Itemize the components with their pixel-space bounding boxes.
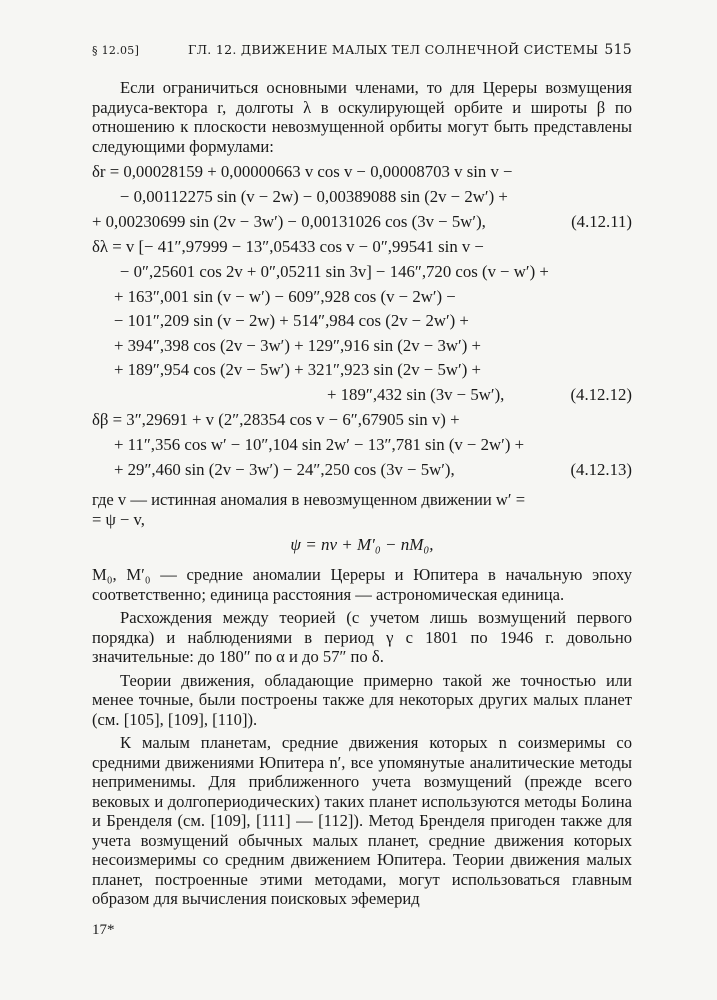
where-line-2: = ψ − v, — [92, 509, 145, 529]
intro-paragraph-block — [92, 78, 632, 156]
commensurable-paragraph: К малым планетам, средние движения которых n соизмеримы со средними движениями Юпитера n′, все упомянутые аналитические методы неприменимы. Для приближенного учета возмущений (прежде всего вековых и долгопериодических) таких планет используются методы Болина и Бренделя (см. [109], [111] — [112]). Метод Бренделя пригоден также для учета возмущений обычных малых планет, средние движения которых несоизмеримы со средним движением Юпитера. Теории движения малых планет, построенные этими методами, могут использоваться главным образом для вычисления поисковых эфемерид — [92, 733, 632, 908]
equation-line: − 0,00112275 sin (v − 2w) − 0,00389088 sin (2v − 2w′) + — [120, 187, 508, 206]
equation-number: (4.12.12) — [570, 385, 632, 404]
equation-number: (4.12.13) — [570, 460, 632, 479]
equation-line: + 189″,954 cos (2v − 5w′) + 321″,923 sin (2v − 5w′) + — [114, 360, 481, 379]
equation-line: δβ = 3″,29691 + v (2″,28354 cos v − 6″,67905 sin v) + — [92, 410, 460, 429]
equation-line: + 394″,398 cos (2v − 3w′) + 129″,916 sin (2v − 3w′) + — [114, 336, 481, 355]
where-line-1: где v — истинная аномалия в невозмущенном движении w′ = — [92, 490, 526, 509]
equation-line: + 189″,432 sin (3v − 5w′), — [327, 385, 505, 404]
equation-line: δr = 0,00028159 + 0,00000663 v cos v − 0,00008703 v sin v − — [92, 162, 513, 181]
equation-line: δλ = v [− 41″,97999 − 13″,05433 cos v − 0″,99541 sin v − — [92, 237, 484, 256]
equation-number: (4.12.11) — [571, 212, 632, 231]
equation-line: − 0″,25601 cos 2v + 0″,05211 sin 3v] − 146″,720 cos (v − w′) + — [120, 262, 549, 281]
equation-line: + 163″,001 sin (v − w′) − 609″,928 cos (v − 2w′) − — [114, 287, 456, 306]
equation-line: − 101″,209 sin (v − 2w) + 514″,984 cos (2v − 2w′) + — [114, 311, 469, 330]
equation-line: + 0,00230699 sin (2v − 3w′) − 0,00131026 cos (3v − 5w′), — [92, 212, 486, 231]
running-header — [92, 42, 632, 62]
discrepancy-paragraph: Расхождения между теорией (с учетом лишь возмущений первого порядка) и наблюдениями в период γ с 1801 по 1946 г. довольно значительные: до 180″ по α и до 57″ по δ. — [92, 608, 632, 666]
equation-line: + 11″,356 cos w′ − 10″,104 sin 2w′ − 13″,781 sin (v − 2w′) + — [114, 435, 525, 454]
section-ref: § 12.05] — [92, 44, 140, 57]
chapter-title: ГЛ. 12. ДВИЖЕНИЕ МАЛЫХ ТЕЛ СОЛНЕЧНОЙ СИСТЕМЫ — [188, 42, 599, 57]
theories-paragraph: Теории движения, обладающие примерно такой же точностью или менее точные, были построены также для некоторых других малых планет (см. [105], [109], [110]). — [92, 670, 632, 729]
m-definition-paragraph: M₀, M′₀ — средние аномалии Цереры и Юпитера в начальную эпоху соответственно; единица расстояния — астрономическая единица. — [92, 565, 632, 604]
signature-mark: 17* — [92, 922, 115, 938]
intro-paragraph: Если ограничиться основными членами, то для Цереры возмущения радиуса-вектора r, долготы λ в оскулирующей орбите и широты β по отношению к плоскости невозмущенной орбиты могут быть представлены следующими формулами: — [92, 78, 632, 156]
text-body — [92, 565, 632, 909]
psi-formula: ψ = nv + M′₀ − nM₀, — [290, 535, 434, 554]
equation-delta-beta — [92, 410, 632, 480]
equation-delta-r — [92, 162, 632, 232]
where-clause — [92, 490, 632, 529]
page-number: 515 — [604, 42, 632, 58]
equation-line: + 29″,460 sin (2v − 3w′) − 24″,250 cos (3v − 5w′), — [114, 460, 455, 479]
equation-delta-lambda — [92, 237, 632, 407]
